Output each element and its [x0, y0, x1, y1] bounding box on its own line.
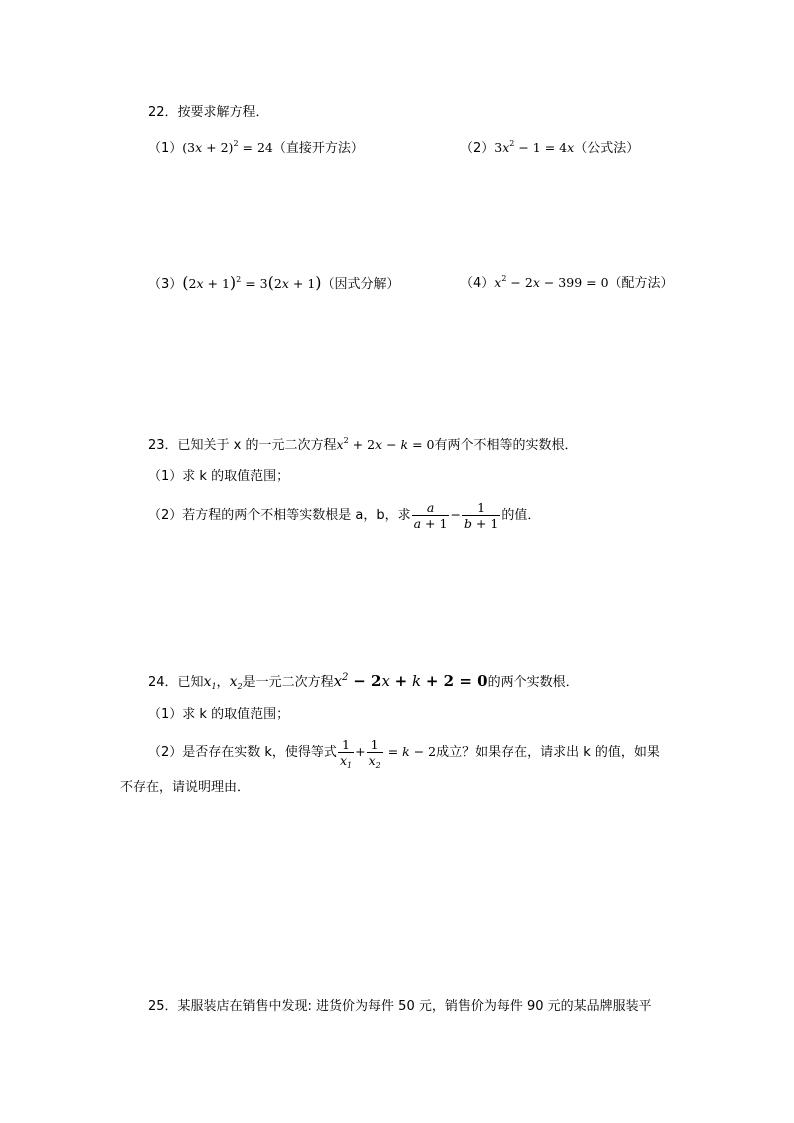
- q22-part2-equation: $3x^2 - 1 = 4x$: [494, 139, 575, 155]
- q23-equation: $x^2 + 2x - k = 0$: [336, 436, 435, 452]
- q22-part4: [460, 274, 674, 293]
- q24-part2-after: 成立？如果存在，请求出 k 的值，如果: [436, 745, 660, 760]
- q24-part2: [148, 734, 660, 771]
- q22-part3-method: （因式分解）: [321, 277, 400, 292]
- q24-part2-before: （2）是否存在实数 k，使得等式: [148, 745, 337, 760]
- q23-part2-expression: $\frac{a}{a + 1}$ − $\frac{1}{b + 1}$: [413, 500, 499, 531]
- q24-part2-equation: $\frac{1}{x_1}$ + $\frac{1}{x_2}$ = k − 2: [339, 737, 437, 770]
- q22-part3: [148, 274, 400, 294]
- q23-title-after: 有两个不相等的实数根．: [434, 438, 578, 453]
- q22-part1-equation: $(3x + 2)^2 = 24$: [182, 139, 273, 155]
- q24-title: [148, 670, 579, 694]
- q22-part3-label: （3）: [148, 277, 183, 292]
- q24-title-sep: ，: [216, 675, 230, 690]
- q22-part1: [148, 139, 364, 158]
- q22-part4-label: （4）: [460, 276, 495, 291]
- q24-part2-continued: 不存在，请说明理由．: [120, 780, 251, 795]
- q23-part1: （1）求 k 的取值范围；: [148, 469, 290, 484]
- q22-part1-label: （1）: [148, 141, 183, 156]
- q22-part3-equation: $(2x + 1)^2 = 3(2x + 1)$: [182, 273, 322, 292]
- q24-title-mid: 是一元二次方程: [242, 675, 334, 690]
- q25-text: 25．某服装店在销售中发现: 进货价为每件 50 元，销售价为每件 90 元的某品牌服装平: [148, 999, 652, 1014]
- q24-part1: （1）求 k 的取值范围；: [148, 707, 290, 722]
- q23-part2-after: 的值．: [501, 508, 541, 523]
- q24-title-before: 24．已知: [148, 675, 204, 690]
- q22-part1-method: （直接开方法）: [272, 141, 364, 156]
- q23-title: [148, 436, 578, 455]
- q22-part2-method: （公式法）: [574, 141, 640, 156]
- q22-part2: [460, 139, 639, 158]
- q22-title: 22．按要求解方程．: [148, 105, 269, 120]
- q23-title-before: 23．已知关于 x 的一元二次方程: [148, 438, 337, 453]
- q24-equation: $x^2 - 2x + k + 2 = 0$: [333, 672, 488, 690]
- q24-x2: $x_2$: [229, 674, 243, 691]
- q23-part2: [148, 498, 540, 533]
- q23-part2-before: （2）若方程的两个不相等实数根是 a，b，求: [148, 508, 411, 523]
- q22-part4-method: （配方法）: [608, 276, 674, 291]
- q22-part4-equation: $x^2 - 2x - 399 = 0$: [494, 274, 609, 290]
- q22-part2-label: （2）: [460, 141, 495, 156]
- q24-x1: $x_1$: [203, 674, 217, 691]
- q24-title-after: 的两个实数根．: [487, 675, 579, 690]
